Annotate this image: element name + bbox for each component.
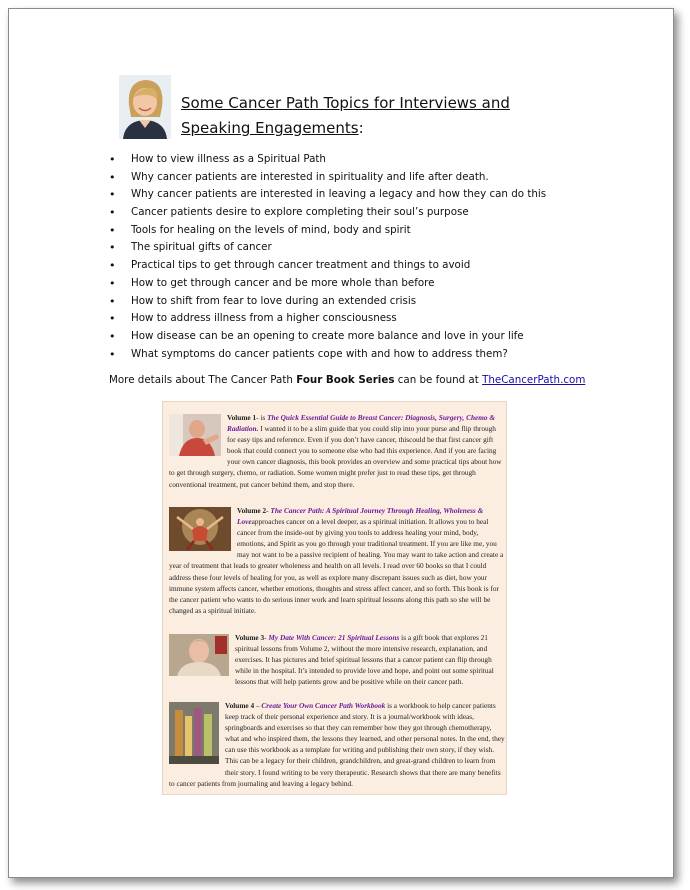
list-item: • Cancer patients desire to explore completing their soul’s purpose	[109, 204, 649, 222]
more-details-line	[109, 374, 649, 386]
volume-1-photo	[169, 414, 221, 459]
list-item: • The spiritual gifts of cancer	[109, 239, 649, 257]
list-item: • How to view illness as a Spiritual Path	[109, 151, 649, 169]
volume-3-sep: -	[264, 633, 269, 642]
volume-2-photo	[169, 507, 231, 554]
volume-4-label: Volume 4	[225, 701, 255, 710]
volume-4-entry	[169, 700, 505, 789]
document-page	[8, 8, 674, 878]
volume-2-label: Volume 2	[237, 506, 267, 515]
title-line-1: Some Cancer Path Topics for Interviews and	[181, 94, 510, 112]
list-item: • Practical tips to get through cancer treatment and things to avoid	[109, 257, 649, 275]
more-details-text: More details about The Cancer Path	[109, 374, 297, 386]
topic-list	[109, 151, 649, 363]
title-line-2: Speaking Engagements	[181, 119, 359, 137]
list-item: • How to address illness from a higher consciousness	[109, 310, 649, 328]
volume-3-title: My Date With Cancer: 21 Spiritual Lessons	[268, 633, 400, 642]
author-photo	[119, 75, 171, 139]
volume-4-photo	[169, 702, 219, 767]
series-name: Four Book Series	[296, 374, 395, 386]
more-details-middle: can be found at	[394, 374, 483, 386]
website-link[interactable]: TheCancerPath.com	[482, 374, 586, 386]
volume-1-entry	[169, 412, 505, 490]
volume-1-sep: - is	[256, 413, 268, 422]
volume-3-description: is a gift book that explores 21 spiritual lessons from Volume 2, without the more intensive research, explanation, and exercises. It has pictures and brief spiritual lessons that a cancer patient can flip through while in the hospital. It’s intended to provide love and hope, and point out some spiritual lessons that will help patients grow and be positive while on their cancer path.	[235, 633, 494, 687]
list-item: • Why cancer patients are interested in leaving a legacy and how they can do this	[109, 186, 649, 204]
volume-2-sep: -	[266, 506, 271, 515]
list-item: • How disease can be an opening to create more balance and love in your life	[109, 328, 649, 346]
page-title	[181, 91, 561, 141]
list-item: • Tools for healing on the levels of mind, body and spirit	[109, 222, 649, 240]
volume-2-title: The Cancer Path: A Spiritual Journey Through Healing, Wholeness & Love	[237, 506, 484, 527]
list-item: • What symptoms do cancer patients cope with and how to address them?	[109, 346, 649, 364]
list-item: • How to shift from fear to love during an extended crisis	[109, 293, 649, 311]
volume-4-description: is a workbook to help cancer patients keep track of their personal experience and story. It is a journal/workbook with ideas, springboards and exercises so that they can remember how they got through chemotherapy, what and who inspired them, the lessons they learned, and other personal notes. In the end, they can use this workbook as a template for writing and publishing their own story, if they wish. This can be a legacy for their children, grandchildren, and great-grand children to learn from their story. I found writing to be very therapeutic. Research shows that there are many benefits to cancer patients from journaling and leaving a legacy behind.	[169, 701, 505, 788]
book-series-box	[162, 401, 507, 795]
volume-4-sep: –	[254, 701, 262, 710]
volume-3-label: Volume 3	[235, 633, 265, 642]
volume-1-title: The Quick Essential Guide to Breast Cancer: Diagnosis, Surgery, Chemo & Radiation.	[227, 413, 496, 434]
volume-4-title: Create Your Own Cancer Path Workbook	[261, 701, 386, 710]
volume-3-photo	[169, 634, 229, 679]
list-item: • Why cancer patients are interested in spirituality and life after death.	[109, 169, 649, 187]
volume-1-label: Volume 1	[227, 413, 257, 422]
volume-1-description: I wanted it to be a slim guide that you could slip into your purse and flip through for easy tips and reference. Even if you don’t have cancer, thiscould be that first cancer gift book that could connect you to someone else who had this experience. And if you are facing your own cancer diagnosis, this book provides an overview and some practical tips about how to get through surgery, chemo, or radiation. Some women might prefer just to read these tips, get through conventional treatment, put cancer behind them, and stop there.	[169, 424, 502, 489]
volume-2-description: approaches cancer on a level deeper, as a spiritual initiation. It allows you to heal cancer from the inside-out by giving you tools to address healing your mind, body, emotions, and Spirit as you go through your traditional treatment. If you are like me, you may not want to be a passive recipient of healing. You may want to take action and create a year of treatment that leads to greater wholeness and health on all levels. I read over 60 books so that I could address these four levels of healing for you, as well as explore many discrepant issues such as diet, how your immune system affects cancer, whether emotions, thoughts and stress affect cancer, and so forth. This book is for the cancer patient who wants to do serious inner work and learn spiritual lessons along this path so she will be changed as a spiritual initiate.	[169, 517, 504, 615]
title-suffix: :	[358, 119, 364, 137]
list-item: • How to get through cancer and be more whole than before	[109, 275, 649, 293]
volume-2-entry	[169, 505, 505, 616]
volume-3-entry	[169, 632, 505, 687]
